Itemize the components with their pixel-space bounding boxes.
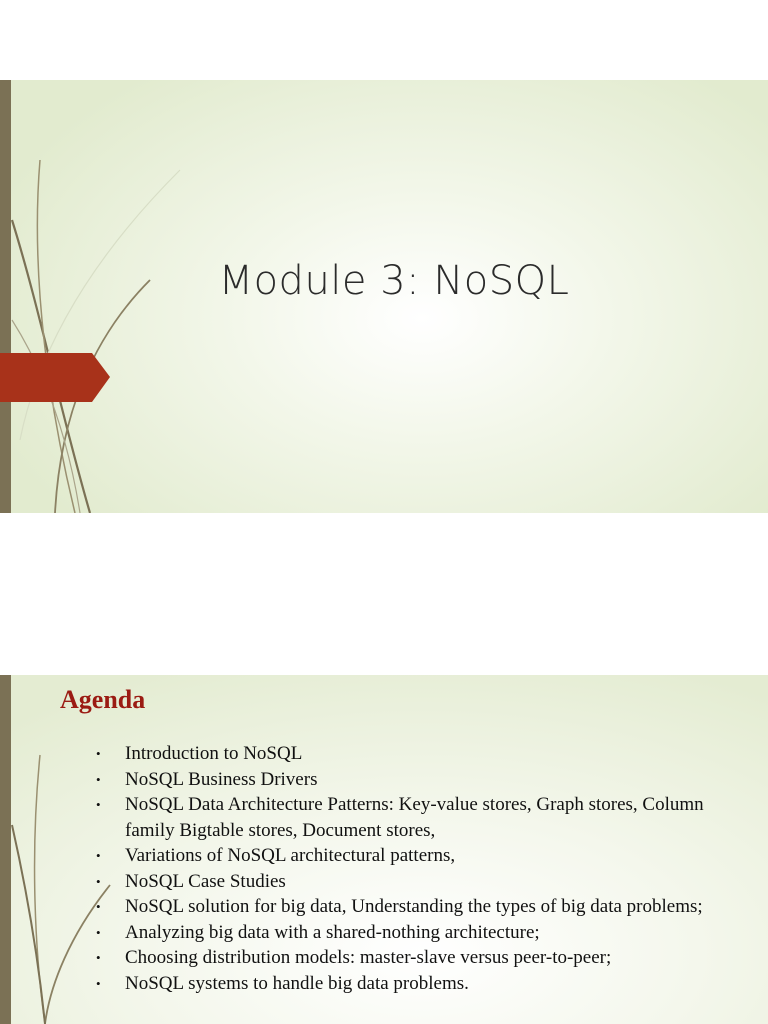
bullet-icon: • xyxy=(96,746,101,761)
list-item xyxy=(94,920,744,946)
list-item xyxy=(94,767,744,793)
list-item-text: Choosing distribution models: master-slave versus peer-to-peer; xyxy=(125,947,612,968)
list-item-text: NoSQL Data Architecture Patterns: Key-value stores, Graph stores, Column family Bigtable stores, Document stores, xyxy=(125,794,704,841)
bullet-icon: • xyxy=(96,873,101,889)
list-item-text: NoSQL systems to handle big data problems. xyxy=(125,972,469,994)
bullet-icon: • xyxy=(96,899,101,914)
list-item-text: Variations of NoSQL architectural patterns, xyxy=(125,845,456,866)
bullet-icon: • xyxy=(96,848,101,863)
list-item-text: NoSQL Business Drivers xyxy=(125,768,318,790)
bullet-icon: • xyxy=(96,950,101,965)
agenda-heading: Agenda xyxy=(60,685,146,714)
list-item xyxy=(94,741,744,767)
slide-title: Module 3: NoSQL xyxy=(218,258,570,304)
bullet-icon: • xyxy=(96,975,101,991)
bullet-icon: • xyxy=(96,797,101,812)
list-item xyxy=(94,971,744,997)
bullet-icon: • xyxy=(96,771,101,787)
agenda-slide xyxy=(0,675,768,1024)
bullet-icon: • xyxy=(96,924,101,940)
list-item-text: Introduction to NoSQL xyxy=(125,743,303,764)
list-item xyxy=(94,843,744,869)
agenda-list xyxy=(94,741,744,996)
list-item xyxy=(94,894,744,920)
red-arrow-marker xyxy=(0,353,112,403)
list-item-text: NoSQL solution for big data, Understanding the types of big data problems; xyxy=(125,896,703,917)
list-item xyxy=(94,869,744,895)
list-item xyxy=(94,792,744,843)
title-slide xyxy=(0,80,768,513)
list-item xyxy=(94,945,744,971)
list-item-text: Analyzing big data with a shared-nothing architecture; xyxy=(125,921,540,943)
list-item-text: NoSQL Case Studies xyxy=(125,870,286,892)
